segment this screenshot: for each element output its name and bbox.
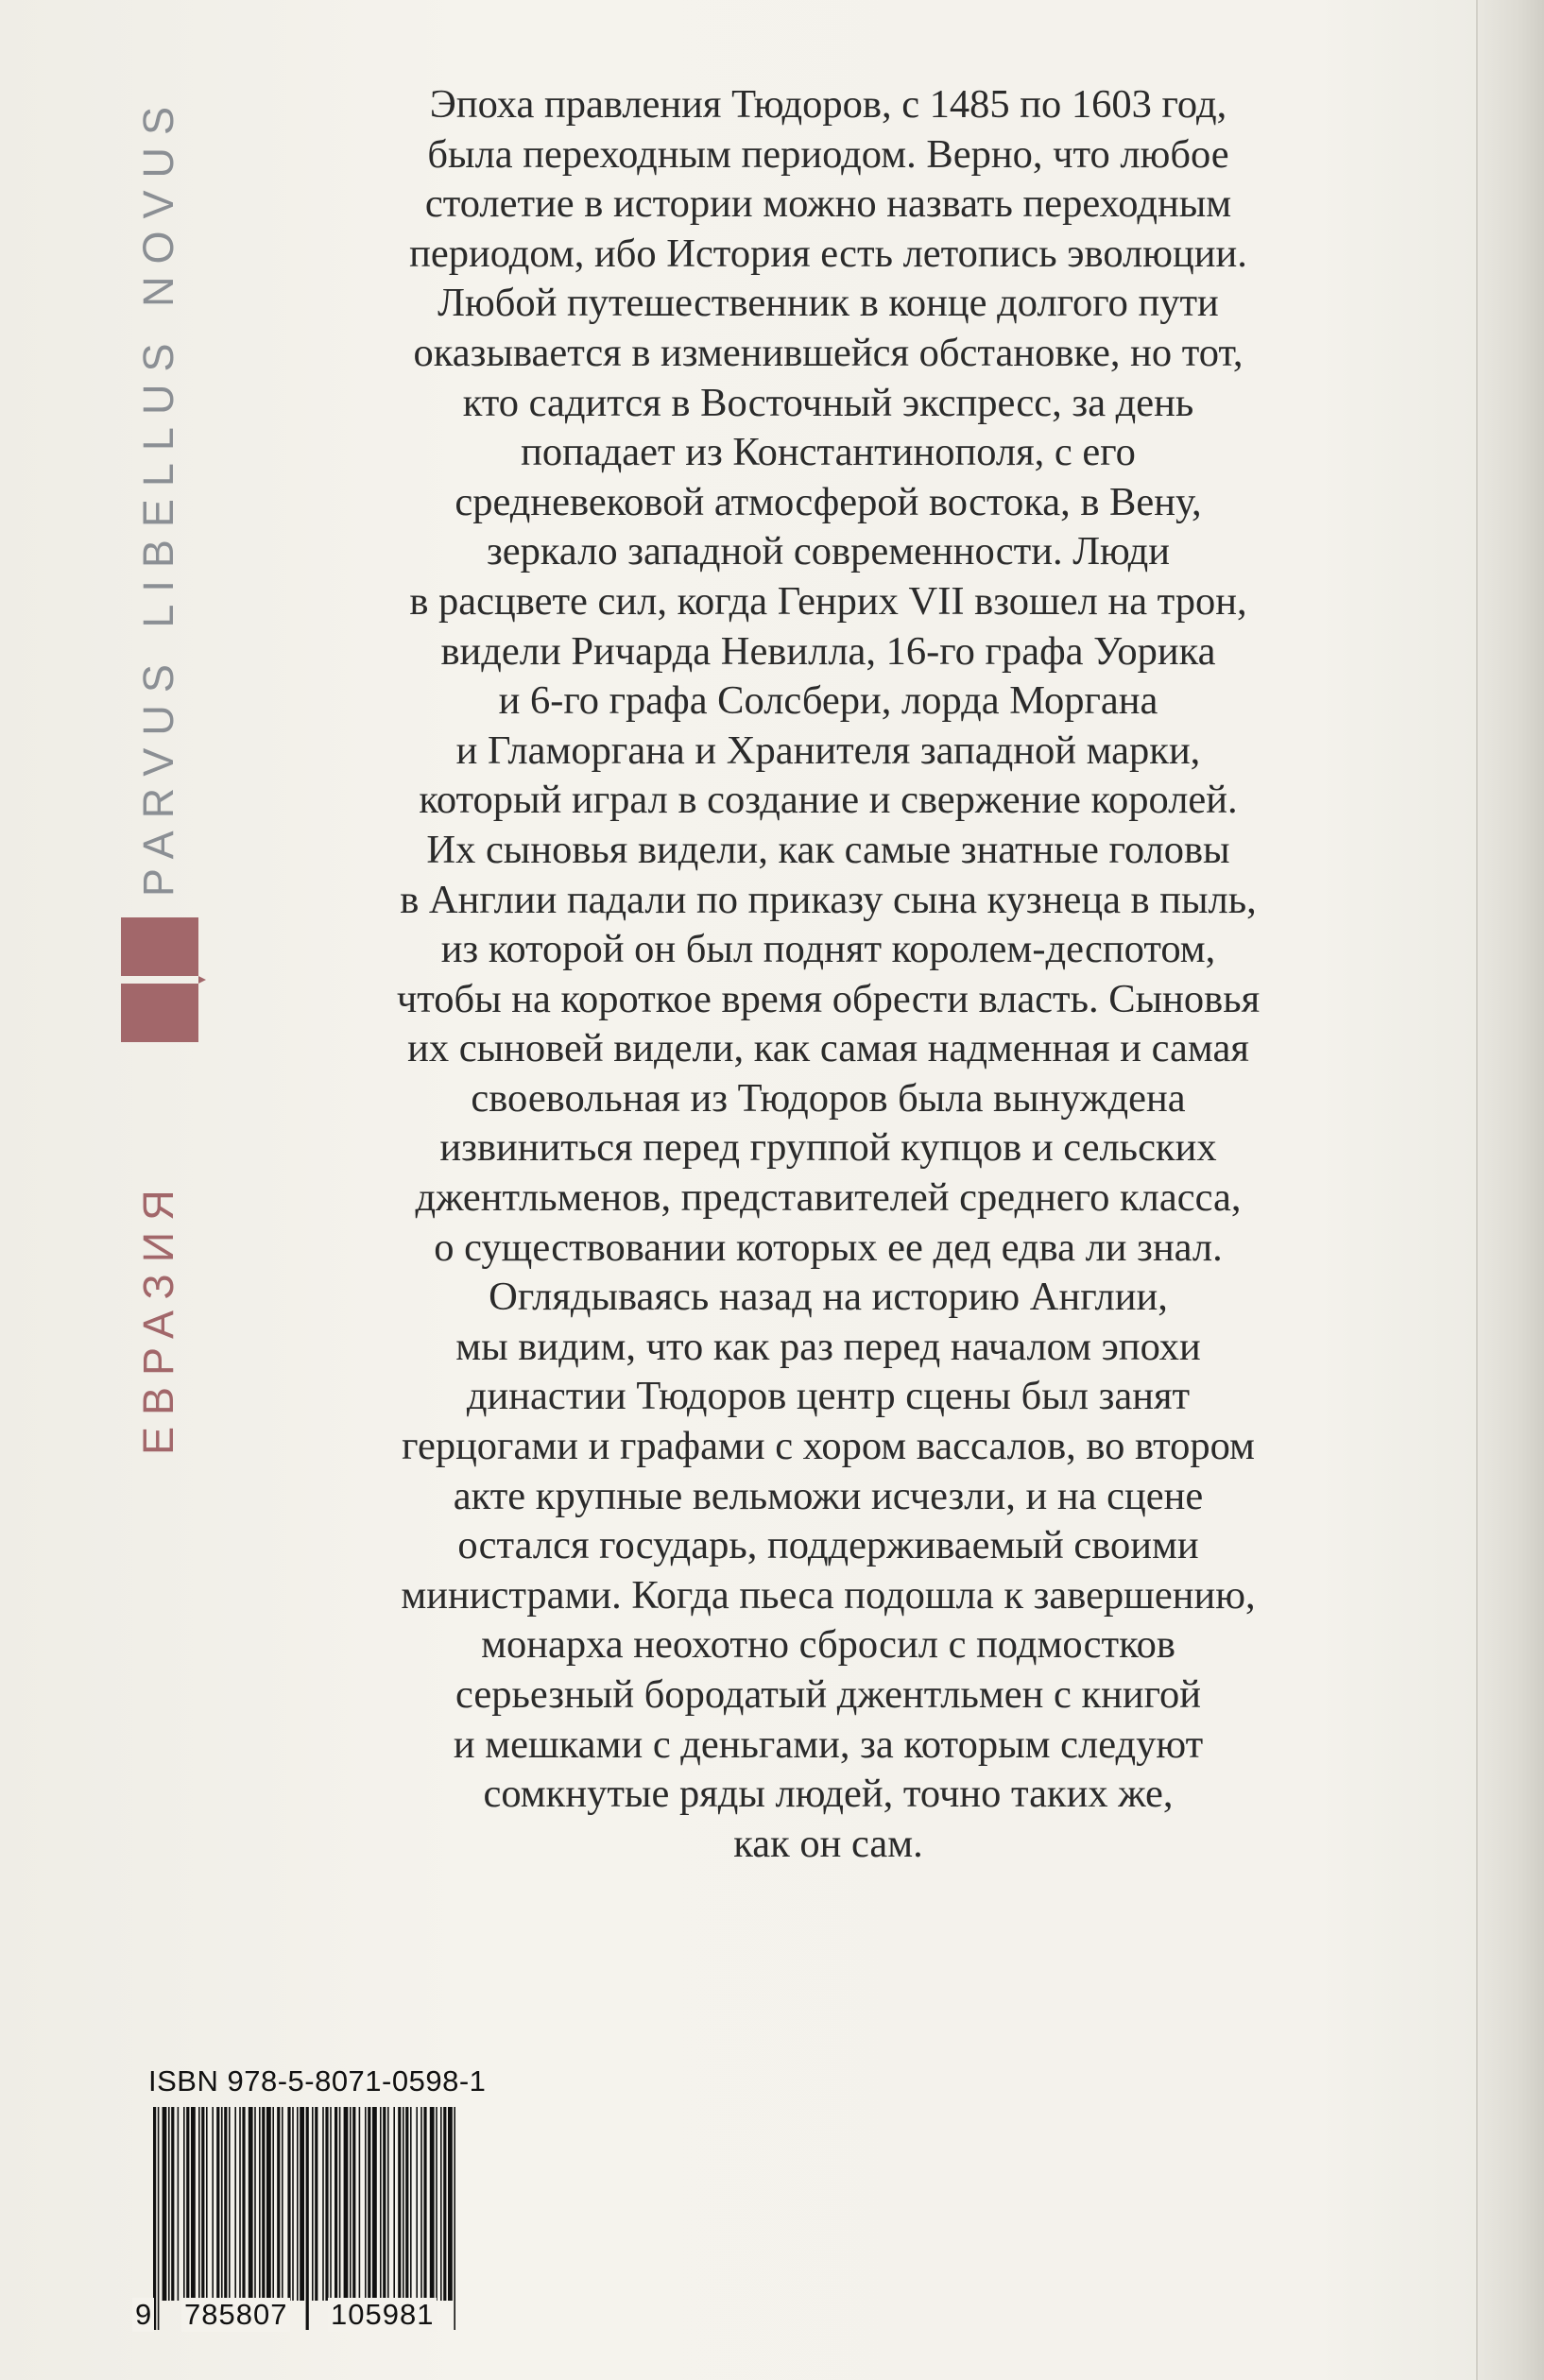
blurb-line: Их сыновья видели, как самые знатные головы bbox=[426, 827, 1230, 872]
blurb-line: и мешками с деньгами, за которым следуют bbox=[453, 1721, 1204, 1767]
barcode-digit-first: 9 bbox=[132, 2298, 154, 2332]
blurb-text bbox=[316, 80, 1341, 1869]
blurb-line: герцогами и графами с хором вассалов, во втором bbox=[402, 1424, 1255, 1469]
blurb-line: кто садится в Восточный экспресс, за день bbox=[462, 380, 1194, 425]
barcode-digits-right: 105981 bbox=[328, 2298, 437, 2332]
blurb-line: видели Ричарда Невилла, 16-го графа Уорика bbox=[440, 628, 1216, 674]
blurb-line: и 6-го графа Солсбери, лорда Моргана bbox=[498, 678, 1158, 724]
blurb-line: своевольная из Тюдоров была вынуждена bbox=[471, 1075, 1186, 1121]
blurb-line: династии Тюдоров центр сцены был занят bbox=[466, 1374, 1191, 1419]
blurb-line: оказывается в изменившейся обстановке, но тот, bbox=[413, 330, 1244, 375]
blurb-line: акте крупные вельможи исчезли, и на сцене bbox=[453, 1473, 1204, 1518]
blurb-line: средневековой атмосферой востока, в Вену, bbox=[455, 479, 1202, 524]
blurb-line: извиниться перед группой купцов и сельских bbox=[439, 1125, 1217, 1171]
blurb-line: Эпоха правления Тюдоров, с 1485 по 1603 год, bbox=[429, 82, 1227, 127]
blurb-line: Оглядываясь назад на историю Англии, bbox=[489, 1275, 1168, 1320]
blurb-line: и Гламоргана и Хранителя западной марки, bbox=[455, 728, 1201, 773]
publisher-name: ЕВРАЗИЯ bbox=[134, 1178, 182, 1455]
blurb-line: чтобы на короткое время обрести власть. Сыновья bbox=[396, 976, 1261, 1021]
blurb-line: попадает из Константинополя, с его bbox=[521, 430, 1136, 475]
blurb-line: мы видим, что как раз перед началом эпохи bbox=[455, 1324, 1201, 1369]
blurb-line: в Англии падали по приказу сына кузнеца в пыль, bbox=[400, 877, 1257, 922]
blurb-line: который играл в создание и свержение королей. bbox=[419, 778, 1238, 823]
blurb-line: джентльменов, представителей среднего класса, bbox=[415, 1175, 1242, 1221]
blurb-line: как он сам. bbox=[733, 1821, 923, 1866]
open-book-icon bbox=[112, 914, 206, 1046]
blurb-line: министрами. Когда пьеса подошла к завершению, bbox=[401, 1572, 1256, 1618]
blurb-line: их сыновей видели, как самая надменная и самая bbox=[407, 1026, 1249, 1071]
barcode-digits-left: 785807 bbox=[181, 2298, 290, 2332]
blurb-line: была переходным периодом. Верно, что любое bbox=[427, 131, 1229, 177]
blurb-line: из которой он был поднят королем-деспотом, bbox=[440, 927, 1216, 972]
blurb-line: столетие в истории можно назвать переходным bbox=[424, 181, 1232, 227]
spine-label bbox=[112, 94, 206, 1455]
isbn-label: ISBN 978-5-8071-0598-1 bbox=[148, 2064, 487, 2097]
blurb-line: серьезный бородатый джентльмен с книгой bbox=[455, 1672, 1201, 1717]
series-name: PARVUS LIBELLUS NOVUS bbox=[134, 94, 182, 898]
blurb-line: зеркало западной современности. Люди bbox=[487, 529, 1170, 574]
blurb-line: о существовании которых ее дед едва ли знал. bbox=[434, 1224, 1223, 1270]
blurb-line: периодом, ибо История есть летопись эволюции. bbox=[409, 231, 1247, 276]
blurb-line: монарха неохотно сбросил с подмостков bbox=[481, 1622, 1175, 1668]
blurb-line: остался государь, поддерживаемый своими bbox=[457, 1523, 1199, 1568]
blurb-line: Любой путешественник в конце долгого пути bbox=[437, 281, 1219, 326]
blurb-line: сомкнутые ряды людей, точно таких же, bbox=[483, 1772, 1174, 1817]
blurb-line: в расцвете сил, когда Генрих VII взошел на трон, bbox=[409, 578, 1247, 624]
book-edge bbox=[1476, 0, 1544, 2380]
